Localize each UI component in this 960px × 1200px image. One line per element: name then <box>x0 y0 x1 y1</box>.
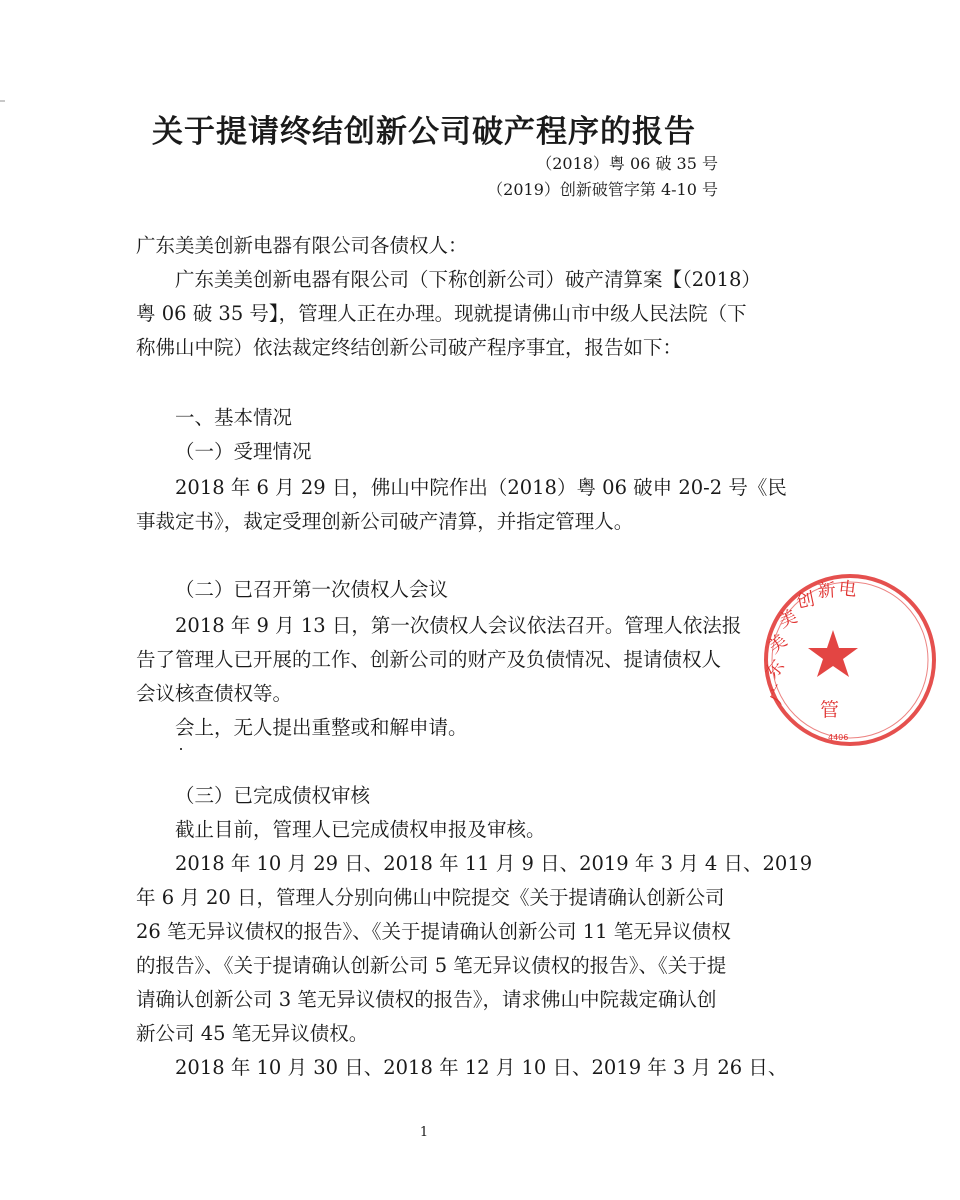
seal-char: 新 <box>817 580 837 602</box>
seal-char: 美 <box>775 606 801 633</box>
paragraph-line: 事裁定书》，裁定受理创新公司破产清算，并指定管理人。 <box>136 510 634 533</box>
salutation: 广东美美创新电器有限公司各债权人： <box>136 234 468 257</box>
seal-number: 4406 <box>828 733 849 742</box>
intro-line: 粤 06 破 35 号】，管理人正在办理。现就提请佛山市中级人民法院（下 <box>136 302 747 325</box>
paragraph-line: 2018 年 6 月 29 日，佛山中院作出（2018）粤 06 破申 20-2 号《民 <box>175 476 787 499</box>
page-number: 1 <box>419 1125 429 1140</box>
court-case-number: （2018）粤 06 破 35 号 <box>536 154 718 173</box>
seal-char: 创 <box>794 588 817 613</box>
paragraph-line: 2018 年 10 月 29 日、2018 年 11 月 9 日、2019 年 3 月 4 日、2019 <box>175 852 813 875</box>
intro-line: 广东美美创新电器有限公司（下称创新公司）破产清算案【（2018） <box>175 268 761 291</box>
intro-line: 称佛山中院）依法裁定终结创新公司破产程序事宜，报告如下： <box>136 336 683 359</box>
seal-char: 管 <box>820 699 840 721</box>
seal-graphic <box>740 570 960 750</box>
section-heading: 一、基本情况 <box>175 406 293 429</box>
paragraph-line: 2018 年 10 月 30 日、2018 年 12 月 10 日、2019 年 3 月 26 日、 <box>175 1056 788 1079</box>
paragraph-line: 会议核查债权等。 <box>136 682 293 705</box>
paragraph-line: 请确认创新公司 3 笔无异议债权的报告》，请求佛山中院裁定确认创 <box>136 988 717 1011</box>
paragraph-line: 2018 年 9 月 13 日，第一次债权人会议依法召开。管理人依法报 <box>175 614 742 637</box>
seal-char: 广 <box>765 681 793 708</box>
paragraph-line: 截止目前，管理人已完成债权申报及审核。 <box>175 818 546 841</box>
paragraph-line: 会上，无人提出重整或和解申请。 <box>175 716 468 739</box>
administrator-file-number: （2019）创新破管字第 4-10 号 <box>487 180 718 199</box>
paragraph-line: 年 6 月 20 日，管理人分别向佛山中院提交《关于提请确认创新公司 <box>136 886 725 909</box>
seal-char: 东 <box>761 655 790 684</box>
official-seal <box>740 570 858 750</box>
subsection-heading: （一）受理情况 <box>175 440 312 463</box>
paragraph-line: 告了管理人已开展的工作、创新公司的财产及负债情况、提请债权人 <box>136 648 722 671</box>
subsection-heading: （二）已召开第一次债权人会议 <box>175 578 449 601</box>
document-title: 关于提请终结创新公司破产程序的报告 <box>152 114 696 150</box>
paragraph-line: 的报告》、《关于提请确认创新公司 5 笔无异议债权的报告》、《关于提 <box>136 954 727 977</box>
seal-char: 电 <box>837 578 858 601</box>
subsection-heading: （三）已完成债权审核 <box>175 784 371 807</box>
seal-char: 美 <box>764 630 792 658</box>
paragraph-line: 26 笔无异议债权的报告》、《关于提请确认创新公司 11 笔无异议债权 <box>136 920 731 943</box>
scan-dot <box>180 748 182 750</box>
scan-edge-mark <box>0 100 5 102</box>
paragraph-line: 新公司 45 笔无异议债权。 <box>136 1022 369 1045</box>
